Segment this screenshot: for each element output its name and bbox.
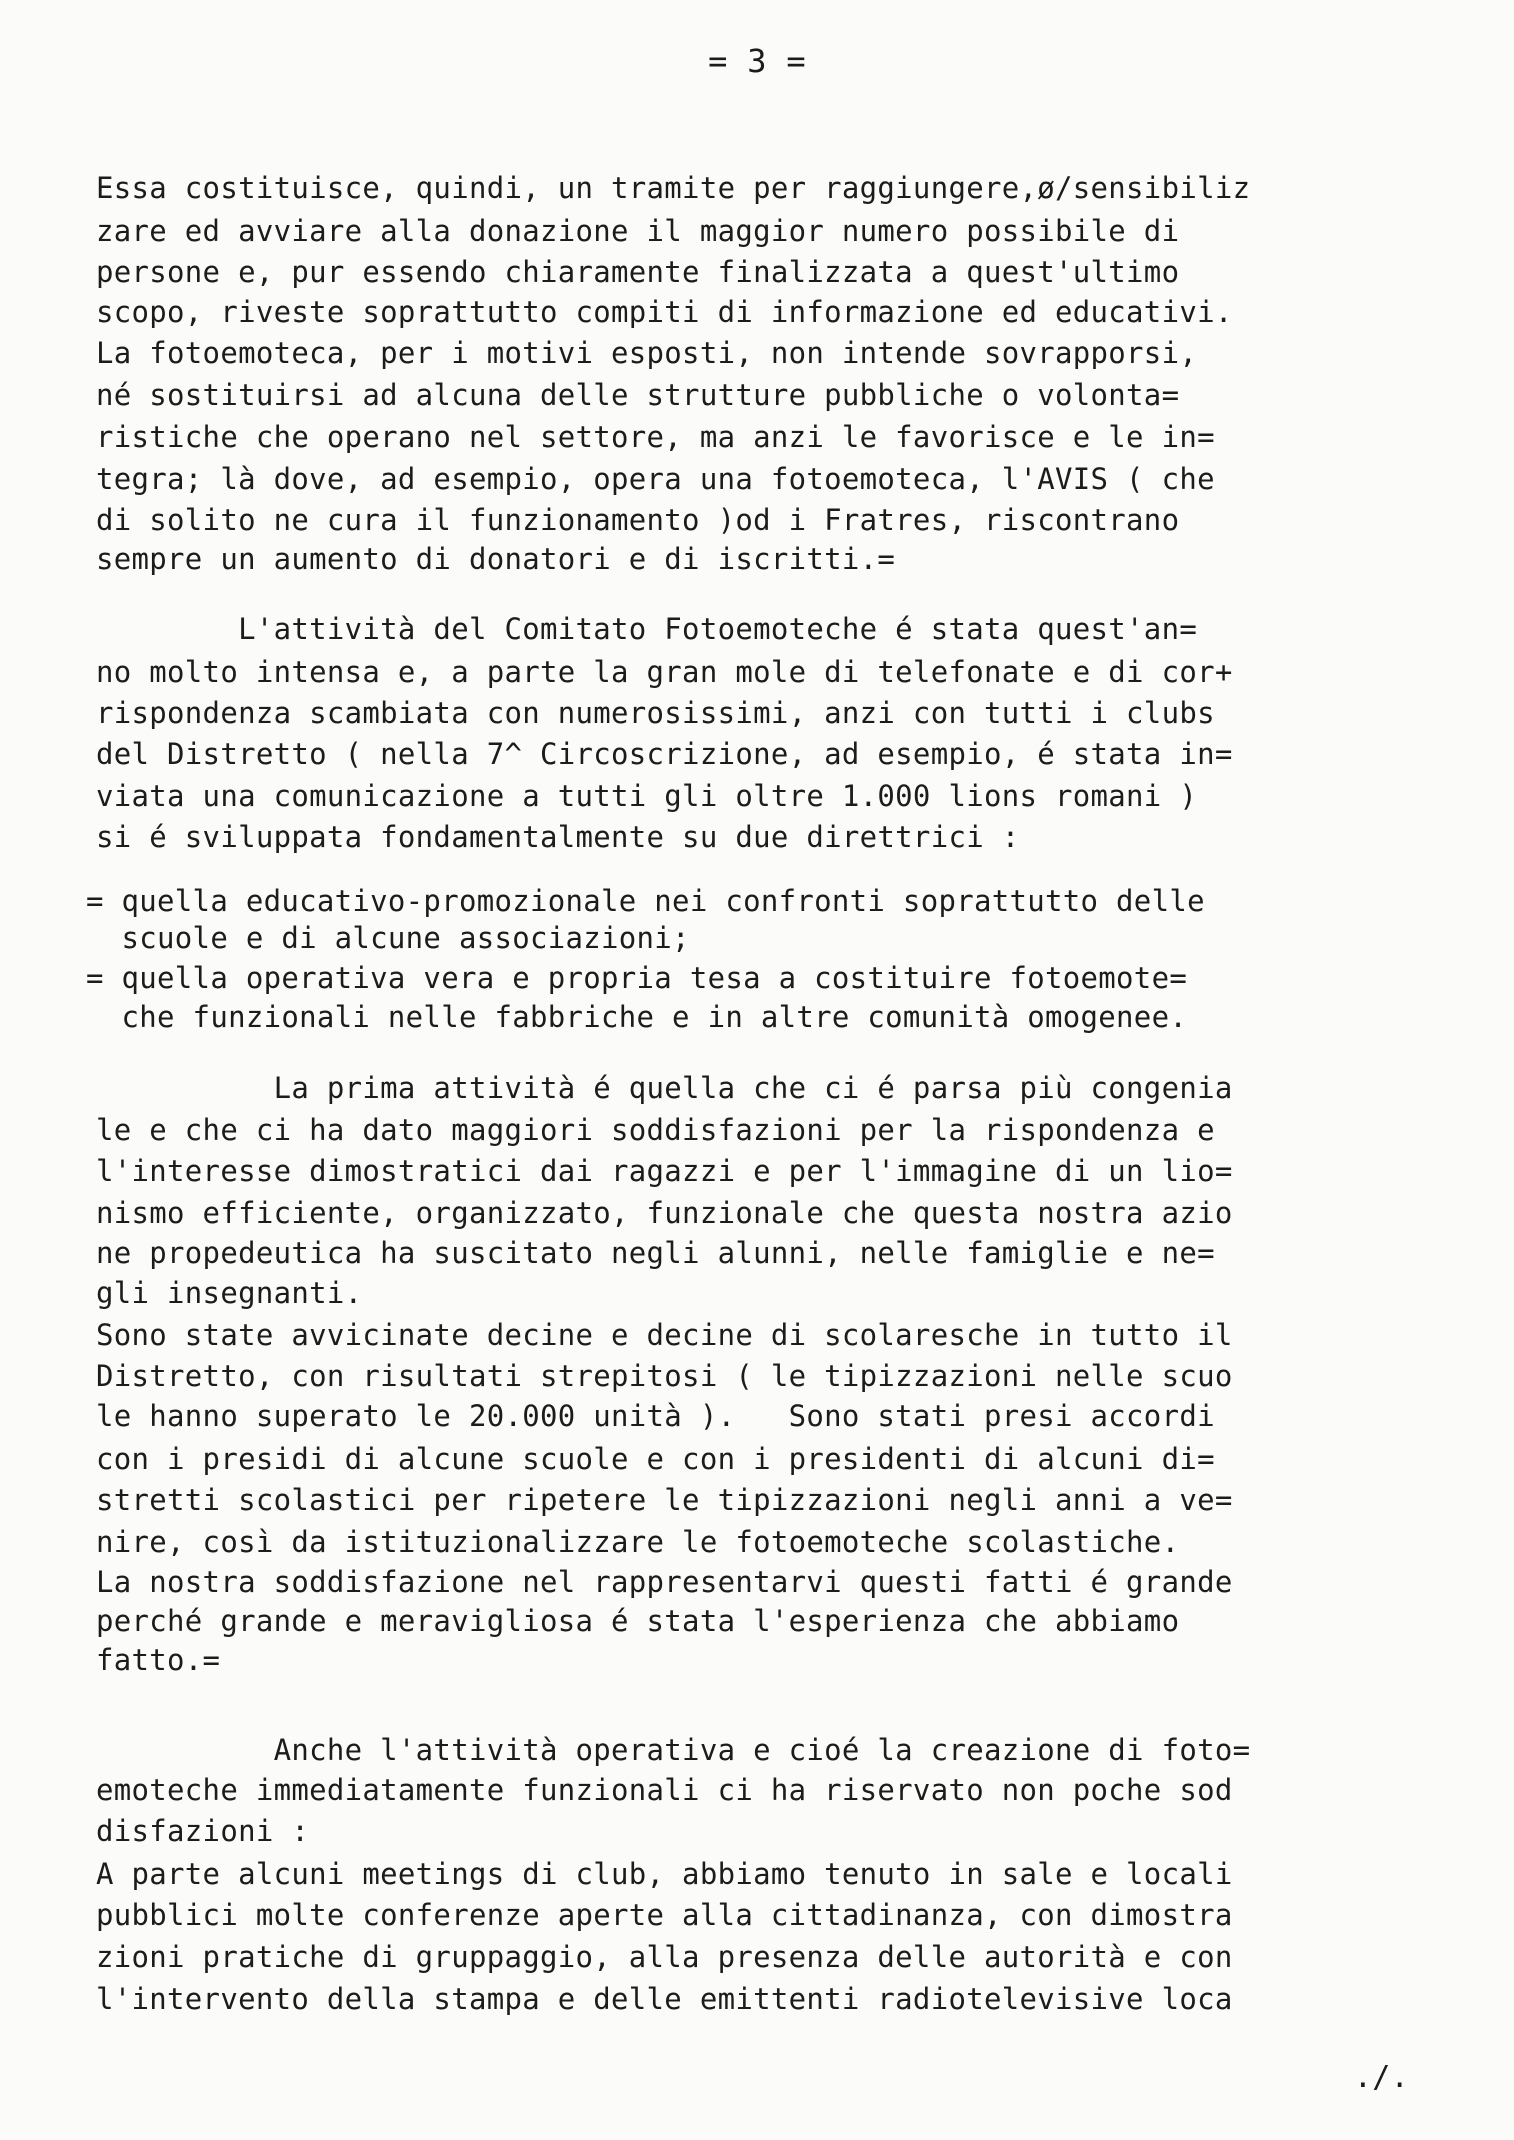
text-line: pubblici molte conferenze aperte alla cittadinanza, con dimostra	[96, 1898, 1233, 1932]
text-line: ristiche che operano nel settore, ma anzi le favorisce e le in=	[96, 420, 1215, 454]
text-line: del Distretto ( nella 7^ Circoscrizione, ad esempio, é stata in=	[96, 737, 1233, 771]
text-line: no molto intensa e, a parte la gran mole di telefonate e di cor+	[96, 655, 1233, 689]
text-line: zioni pratiche di gruppaggio, alla presenza delle autorità e con	[96, 1940, 1233, 1974]
text-line: fatto.=	[96, 1643, 221, 1677]
text-line: Anche l'attività operativa e cioé la creazione di foto=	[96, 1733, 1251, 1767]
text-line: l'interesse dimostratici dai ragazzi e per l'immagine di un lio=	[96, 1154, 1233, 1188]
list-item: = quella operativa vera e propria tesa a costituire fotoemote=	[86, 961, 1188, 995]
text-line: L'attività del Comitato Fotoemoteche é stata quest'an=	[96, 612, 1198, 646]
text-line: rispondenza scambiata con numerosissimi, anzi con tutti i clubs	[96, 696, 1215, 730]
text-line: Distretto, con risultati strepitosi ( le tipizzazioni nelle scuo	[96, 1359, 1233, 1393]
text-line: La fotoemoteca, per i motivi esposti, non intende sovrapporsi,	[96, 336, 1198, 370]
text-line: scopo, riveste soprattutto compiti di informazione ed educativi.	[96, 295, 1233, 329]
text-line: La prima attività é quella che ci é parsa più congenia	[96, 1071, 1233, 1105]
text-line: sempre un aumento di donatori e di iscritti.=	[96, 542, 896, 576]
text-line: stretti scolastici per ripetere le tipizzazioni negli anni a ve=	[96, 1483, 1233, 1517]
text-line: Essa costituisce, quindi, un tramite per raggiungere,ø/sensibiliz	[96, 171, 1251, 205]
text-line: gli insegnanti.	[96, 1276, 363, 1310]
list-item: che funzionali nelle fabbriche e in altre comunità omogenee.	[86, 1000, 1188, 1034]
text-line: emoteche immediatamente funzionali ci ha riservato non poche sod	[96, 1773, 1233, 1807]
text-line: ne propedeutica ha suscitato negli alunni, nelle famiglie e ne=	[96, 1236, 1215, 1270]
text-line: Sono state avvicinate decine e decine di scolaresche in tutto il	[96, 1318, 1233, 1352]
text-line: persone e, pur essendo chiaramente finalizzata a quest'ultimo	[96, 255, 1180, 289]
text-line: disfazioni :	[96, 1814, 310, 1848]
text-line: l'intervento della stampa e delle emittenti radiotelevisive loca	[96, 1982, 1233, 2016]
text-line: nismo efficiente, organizzato, funzionale che questa nostra azio	[96, 1196, 1233, 1230]
text-line: tegra; là dove, ad esempio, opera una fotoemoteca, l'AVIS ( che	[96, 462, 1215, 496]
text-line: le e che ci ha dato maggiori soddisfazioni per la rispondenza e	[96, 1113, 1215, 1147]
text-line: le hanno superato le 20.000 unità ). Sono stati presi accordi	[96, 1399, 1215, 1433]
text-line: con i presidi di alcune scuole e con i presidenti di alcuni di=	[96, 1442, 1215, 1476]
text-line: nire, così da istituzionalizzare le fotoemoteche scolastiche.	[96, 1525, 1180, 1559]
text-line: si é sviluppata fondamentalmente su due direttrici :	[96, 820, 1020, 854]
text-line: viata una comunicazione a tutti gli oltre 1.000 lions romani )	[96, 779, 1198, 813]
text-line: di solito ne cura il funzionamento )od i Fratres, riscontrano	[96, 503, 1180, 537]
list-item: scuole e di alcune associazioni;	[86, 921, 690, 955]
continuation-mark: ./.	[1353, 2060, 1409, 2095]
text-line: né sostituirsi ad alcuna delle strutture pubbliche o volonta=	[96, 378, 1180, 412]
text-line: zare ed avviare alla donazione il maggior numero possibile di	[96, 214, 1180, 248]
list-item: = quella educativo-promozionale nei confronti soprattutto delle	[86, 884, 1205, 918]
text-line: La nostra soddisfazione nel rappresentarvi questi fatti é grande	[96, 1565, 1233, 1599]
page-number: = 3 =	[708, 42, 806, 80]
text-line: A parte alcuni meetings di club, abbiamo tenuto in sale e locali	[96, 1857, 1233, 1891]
text-line: perché grande e meravigliosa é stata l'esperienza che abbiamo	[96, 1604, 1180, 1638]
